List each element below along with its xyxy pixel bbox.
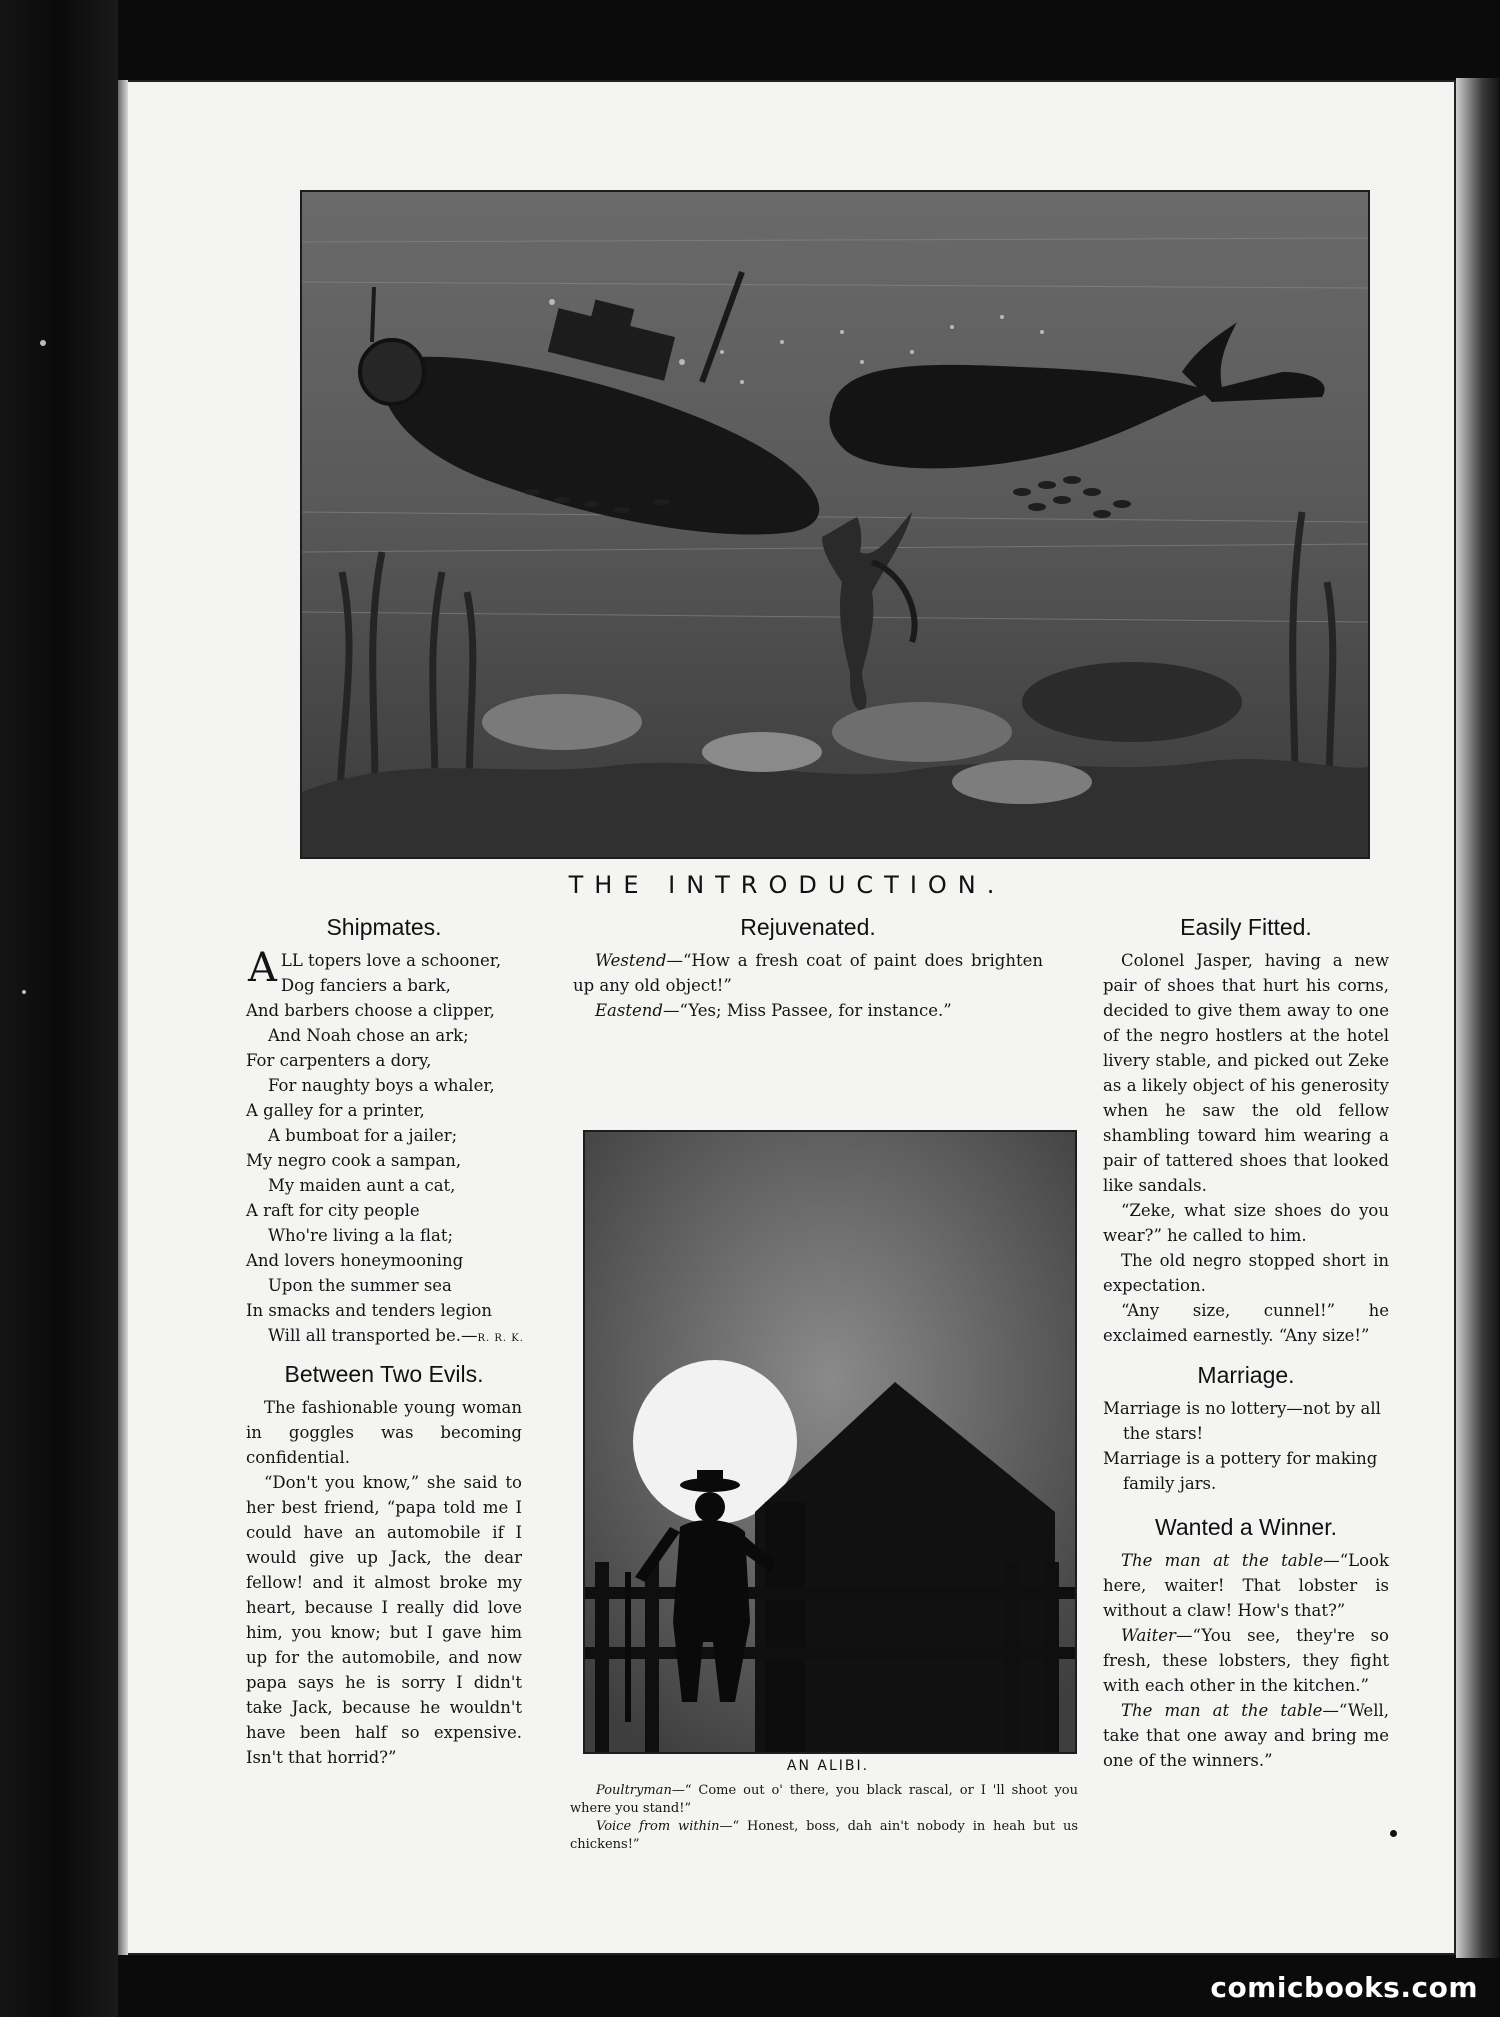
dialog-text: —“ Honest, boss, dah ain't nobody in heah but us chickens!”	[570, 1819, 1079, 1852]
poem-line: A galley for a printer,	[246, 1101, 425, 1120]
dialog-line	[1103, 1548, 1389, 1623]
speaker: Poultryman	[596, 1783, 672, 1798]
paragraph: “Any size, cunnel!” he exclaimed earnestly. “Any size!”	[1103, 1301, 1389, 1345]
illustration-alibi	[583, 1130, 1077, 1754]
dialog-line	[1103, 1698, 1389, 1773]
speaker: Westend	[595, 951, 667, 970]
illustration-caption: THE INTRODUCTION.	[568, 871, 1006, 899]
poem-line: Upon the summer sea	[268, 1276, 452, 1295]
poem-line: And Noah chose an ark;	[268, 1026, 469, 1045]
scan-left-border	[0, 0, 118, 2017]
dialog-line	[570, 1818, 1078, 1854]
night-scene	[585, 1132, 1075, 1752]
dialog-line	[573, 948, 1043, 998]
watermark: comicbooks.com	[1210, 1971, 1478, 2004]
shipmates-poem	[246, 945, 524, 1351]
poem-line: And barbers choose a clipper,	[246, 1001, 495, 1020]
rejuvenated-text	[573, 948, 1043, 1023]
dialog-text: —“Well, take that one away and bring me one of the winners.”	[1103, 1701, 1389, 1770]
poem-line: My maiden aunt a cat,	[268, 1176, 456, 1195]
article-title: Easily Fitted.	[1180, 914, 1312, 940]
magazine-page	[118, 80, 1456, 1955]
drop-cap: A	[248, 945, 277, 991]
scan-speck	[22, 990, 26, 994]
speaker: The man at the table	[1121, 1551, 1324, 1570]
speaker: Waiter	[1121, 1626, 1176, 1645]
poem-line: In smacks and tenders legion	[246, 1301, 492, 1320]
page-edge	[118, 80, 128, 1955]
between-two-evils-text	[246, 1395, 522, 1770]
illustration-introduction	[300, 190, 1370, 859]
poem-title: Shipmates.	[326, 914, 442, 940]
book-spine	[1456, 78, 1500, 1958]
scan-speck	[40, 340, 46, 346]
dialog-line	[570, 1782, 1078, 1818]
column-left	[246, 912, 522, 1770]
water-background	[302, 192, 1368, 857]
article-title: Wanted a Winner.	[1155, 1514, 1337, 1540]
poem-line: Dog fanciers a bark,	[280, 976, 451, 995]
marriage-line: Marriage is no lottery—not by all the stars!	[1103, 1399, 1381, 1443]
dialog-text: —“Yes; Miss Passee, for instance.”	[662, 1001, 952, 1020]
alibi-caption: AN ALIBI.	[786, 1758, 870, 1774]
page-mark	[1390, 1830, 1397, 1837]
poem-line: My negro cook a sampan,	[246, 1151, 462, 1170]
article-title: Rejuvenated.	[740, 914, 876, 940]
dialog-text: —“ Come out o' there, you black rascal, or I 'll shoot you where you stand!”	[570, 1783, 1078, 1816]
paragraph: The old negro stopped short in expectation.	[1103, 1251, 1389, 1295]
easily-fitted-text	[1103, 948, 1389, 1348]
speaker: Voice from within	[596, 1819, 720, 1834]
poem-line: For naughty boys a whaler,	[268, 1076, 495, 1095]
article-title: Marriage.	[1197, 1362, 1295, 1388]
poem-signature: R. R. K.	[477, 1333, 524, 1344]
dialog-line	[573, 998, 1043, 1023]
poem-line: Will all transported be.—R. R. K.	[268, 1326, 524, 1345]
marriage-line: Marriage is a pottery for making family jars.	[1103, 1449, 1378, 1493]
paragraph: “Don't you know,” she said to her best friend, “papa told me I could have an automobile if I would give up Jack, the dear fellow! and it almost broke my heart, because I really did love him, you know; but I gave him up for the automobile, and now papa says he is sorry I didn't take Jack, because he wouldn't have been half so expensive. Isn't that horrid?”	[246, 1473, 522, 1767]
dialog-line	[1103, 1623, 1389, 1698]
poem-line: For carpenters a dory,	[246, 1051, 432, 1070]
article-title: Between Two Evils.	[284, 1361, 484, 1387]
dialog-text: —“Look here, waiter! That lobster is without a claw! How's that?”	[1103, 1551, 1389, 1620]
column-right	[1103, 912, 1389, 1773]
underwater-scene	[302, 192, 1368, 857]
alibi-text	[570, 1782, 1078, 1854]
speaker: Eastend	[595, 1001, 663, 1020]
speaker: The man at the table	[1121, 1701, 1323, 1720]
poem-line: A bumboat for a jailer;	[268, 1126, 458, 1145]
poem-line: Who're living a la flat;	[268, 1226, 454, 1245]
paragraph: The fashionable young woman in goggles was becoming confidential.	[246, 1398, 522, 1467]
poem-line: And lovers honeymooning	[246, 1251, 464, 1270]
marriage-text	[1103, 1396, 1389, 1496]
poem-line: LL topers love a schooner,	[280, 951, 502, 970]
dialog-text: —“You see, they're so fresh, these lobsters, they fight with each other in the kitchen.”	[1103, 1626, 1389, 1695]
poem-line: A raft for city people	[246, 1201, 420, 1220]
paragraph: Colonel Jasper, having a new pair of shoes that hurt his corns, decided to give them away to one of the negro hostlers at the hotel livery stable, and picked out Zeke as a likely object of his generosity when he saw the old fellow shambling toward him wearing a pair of tattered shoes that looked like sandals.	[1103, 951, 1389, 1195]
paragraph: “Zeke, what size shoes do you wear?” he called to him.	[1103, 1201, 1389, 1245]
dialog-text: —“How a fresh coat of paint does brighten up any old object!”	[573, 951, 1043, 995]
wanted-a-winner-text	[1103, 1548, 1389, 1773]
